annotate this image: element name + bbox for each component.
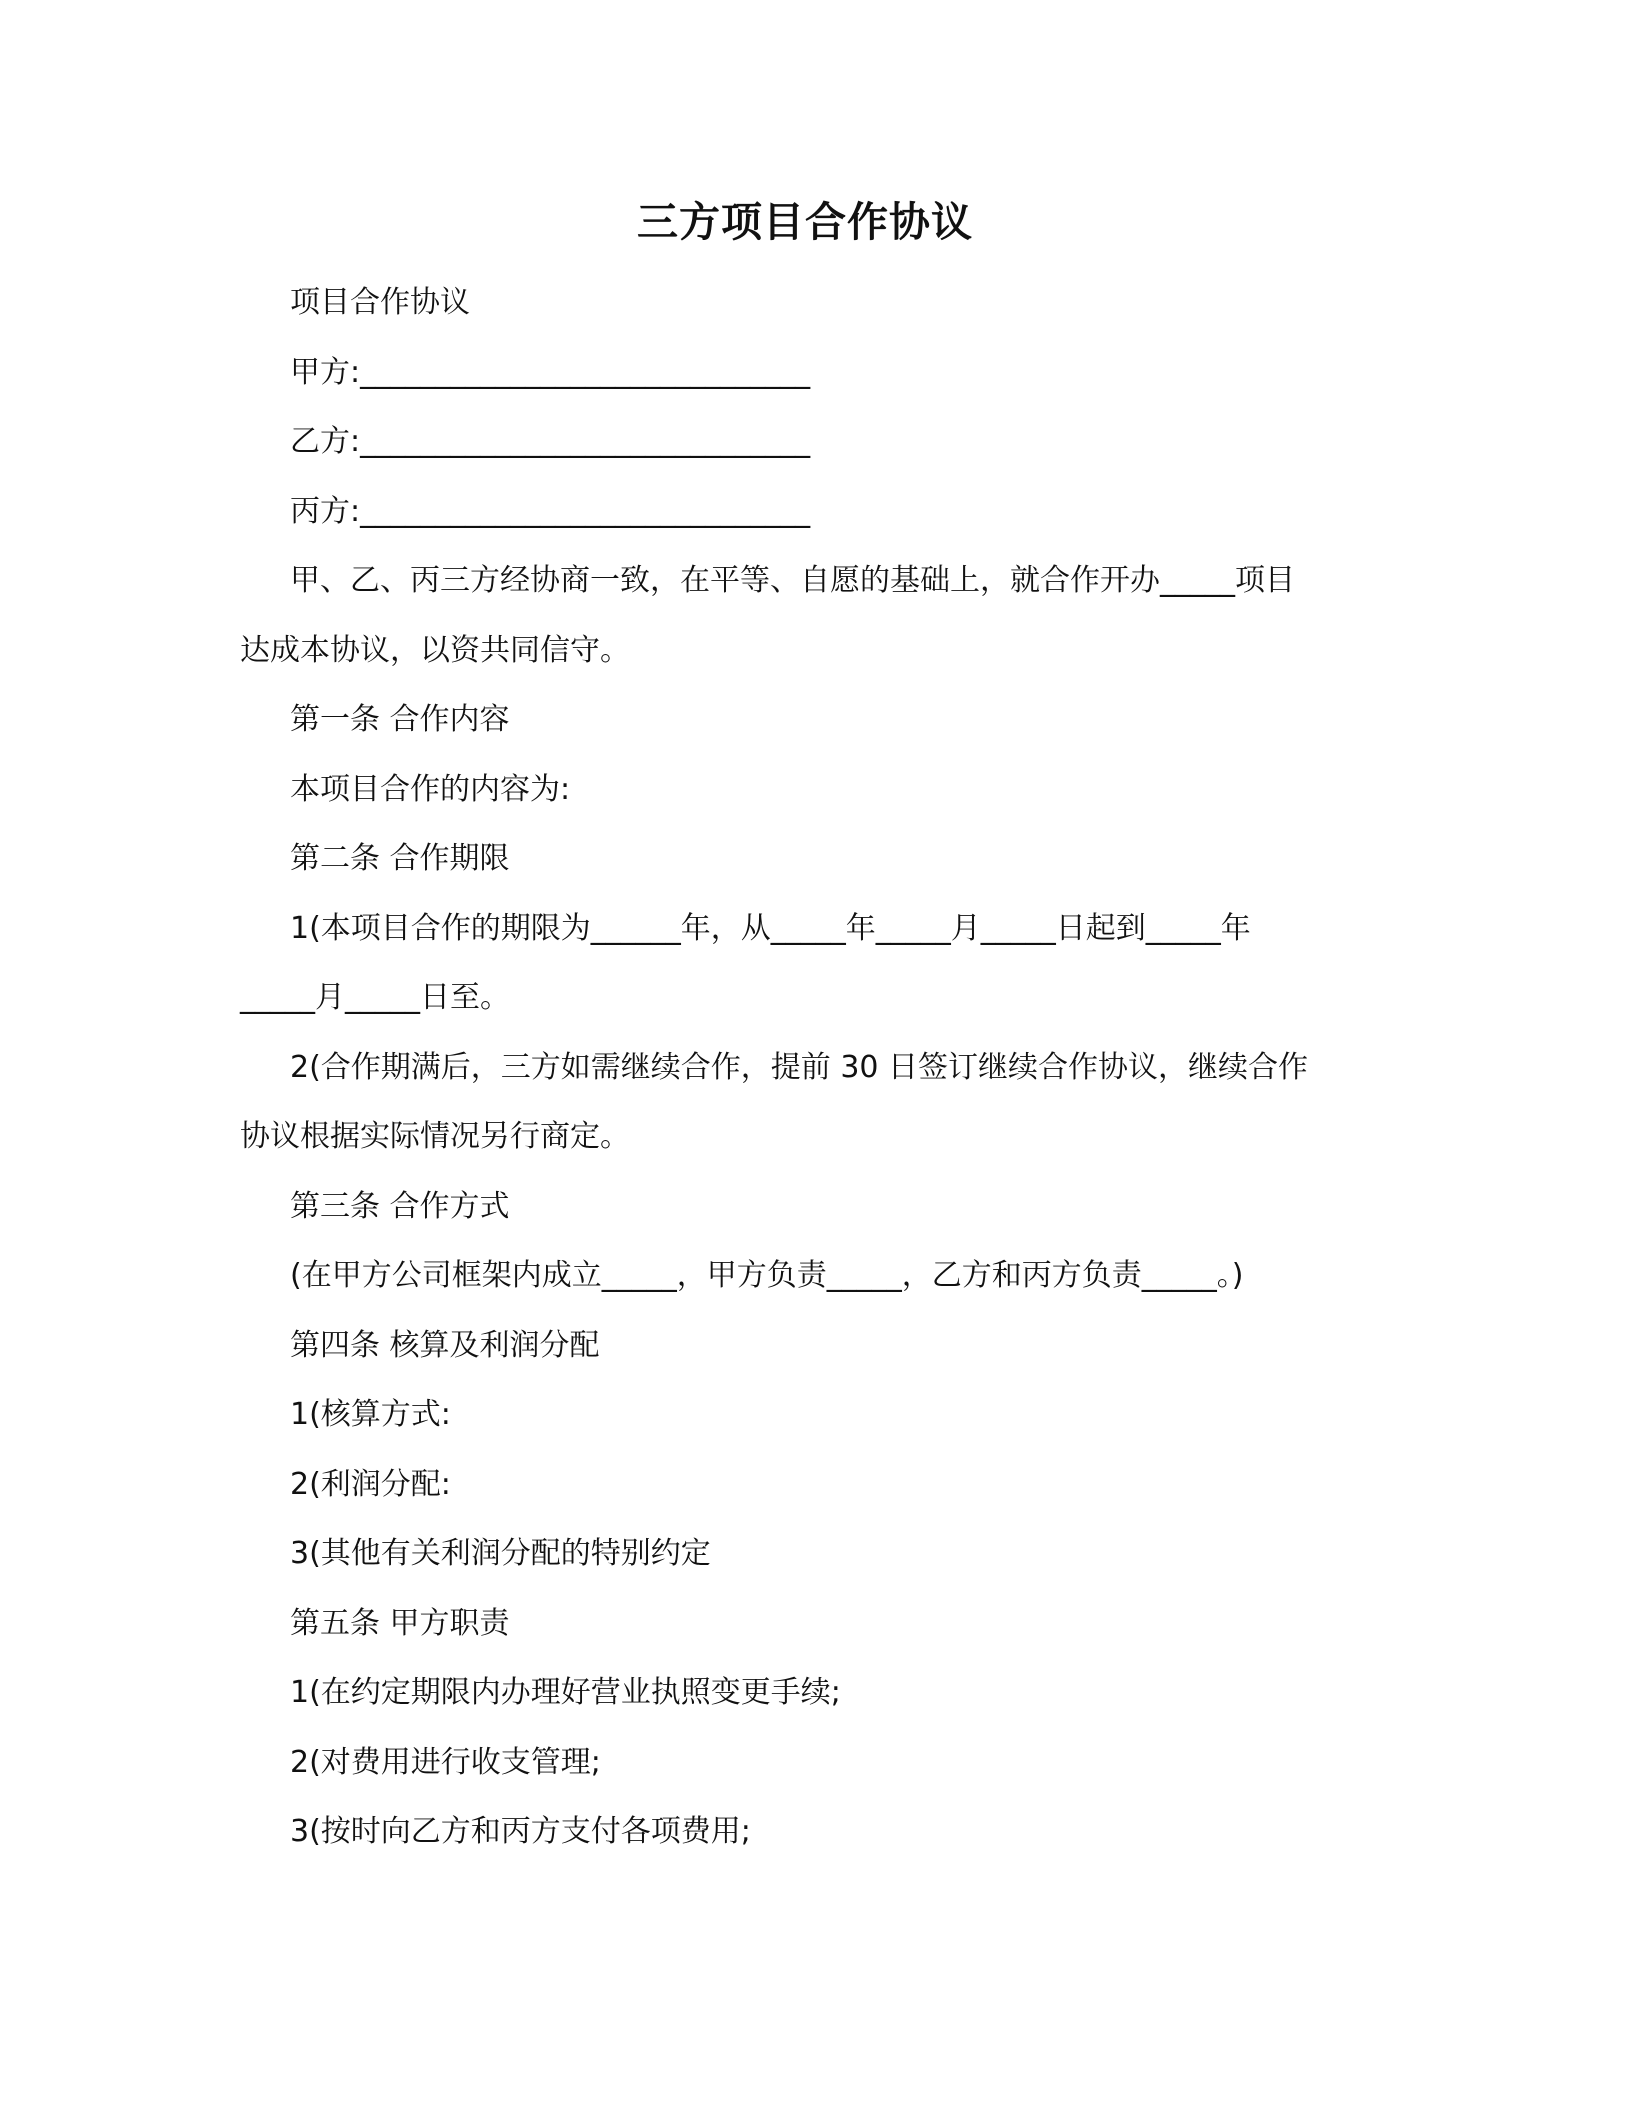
document-page bbox=[240, 0, 1370, 2112]
document-title: 三方项目合作协议 bbox=[637, 198, 973, 246]
paragraph-line: 甲、乙、丙三方经协商一致，在平等、自愿的基础上，就合作开办_____项目 bbox=[290, 563, 1295, 598]
paragraph-line: 第二条 合作期限 bbox=[290, 841, 510, 876]
paragraph-line: 1(核算方式: bbox=[290, 1397, 451, 1432]
paragraph-line: 丙方:______________________________ bbox=[290, 493, 811, 529]
paragraph-line: 第四条 核算及利润分配 bbox=[290, 1327, 600, 1363]
paragraph-line: 项目合作协议 bbox=[290, 285, 470, 320]
paragraph-continuation-line: 达成本协议，以资共同信守。 bbox=[240, 632, 630, 668]
paragraph-line: 2(对费用进行收支管理; bbox=[290, 1744, 601, 1780]
paragraph-line: 甲方:______________________________ bbox=[290, 354, 811, 390]
paragraph-line: 2(合作期满后，三方如需继续合作，提前 30 日签订继续合作协议，继续合作 bbox=[290, 1049, 1309, 1085]
paragraph-line: 3(按时向乙方和丙方支付各项费用; bbox=[290, 1814, 751, 1849]
paragraph-line: 第一条 合作内容 bbox=[290, 702, 510, 737]
paragraph-continuation-line: 协议根据实际情况另行商定。 bbox=[240, 1119, 630, 1154]
paragraph-line: 本项目合作的内容为: bbox=[290, 771, 571, 807]
paragraph-line: 第三条 合作方式 bbox=[290, 1188, 510, 1224]
paragraph-continuation-line: _____月_____日至。 bbox=[240, 980, 510, 1015]
paragraph-line: 第五条 甲方职责 bbox=[290, 1605, 510, 1641]
paragraph-line: 1(在约定期限内办理好营业执照变更手续; bbox=[290, 1675, 841, 1710]
paragraph-line: 3(其他有关利润分配的特别约定 bbox=[290, 1536, 711, 1571]
paragraph-line: 1(本项目合作的期限为______年，从_____年_____月_____日起到_____年 bbox=[290, 910, 1251, 946]
document-body bbox=[240, 268, 1370, 1867]
paragraph-line: (在甲方公司框架内成立_____，甲方负责_____，乙方和丙方负责_____。) bbox=[290, 1258, 1244, 1293]
paragraph-line: 2(利润分配: bbox=[290, 1466, 451, 1502]
paragraph-line: 乙方:______________________________ bbox=[290, 424, 811, 459]
